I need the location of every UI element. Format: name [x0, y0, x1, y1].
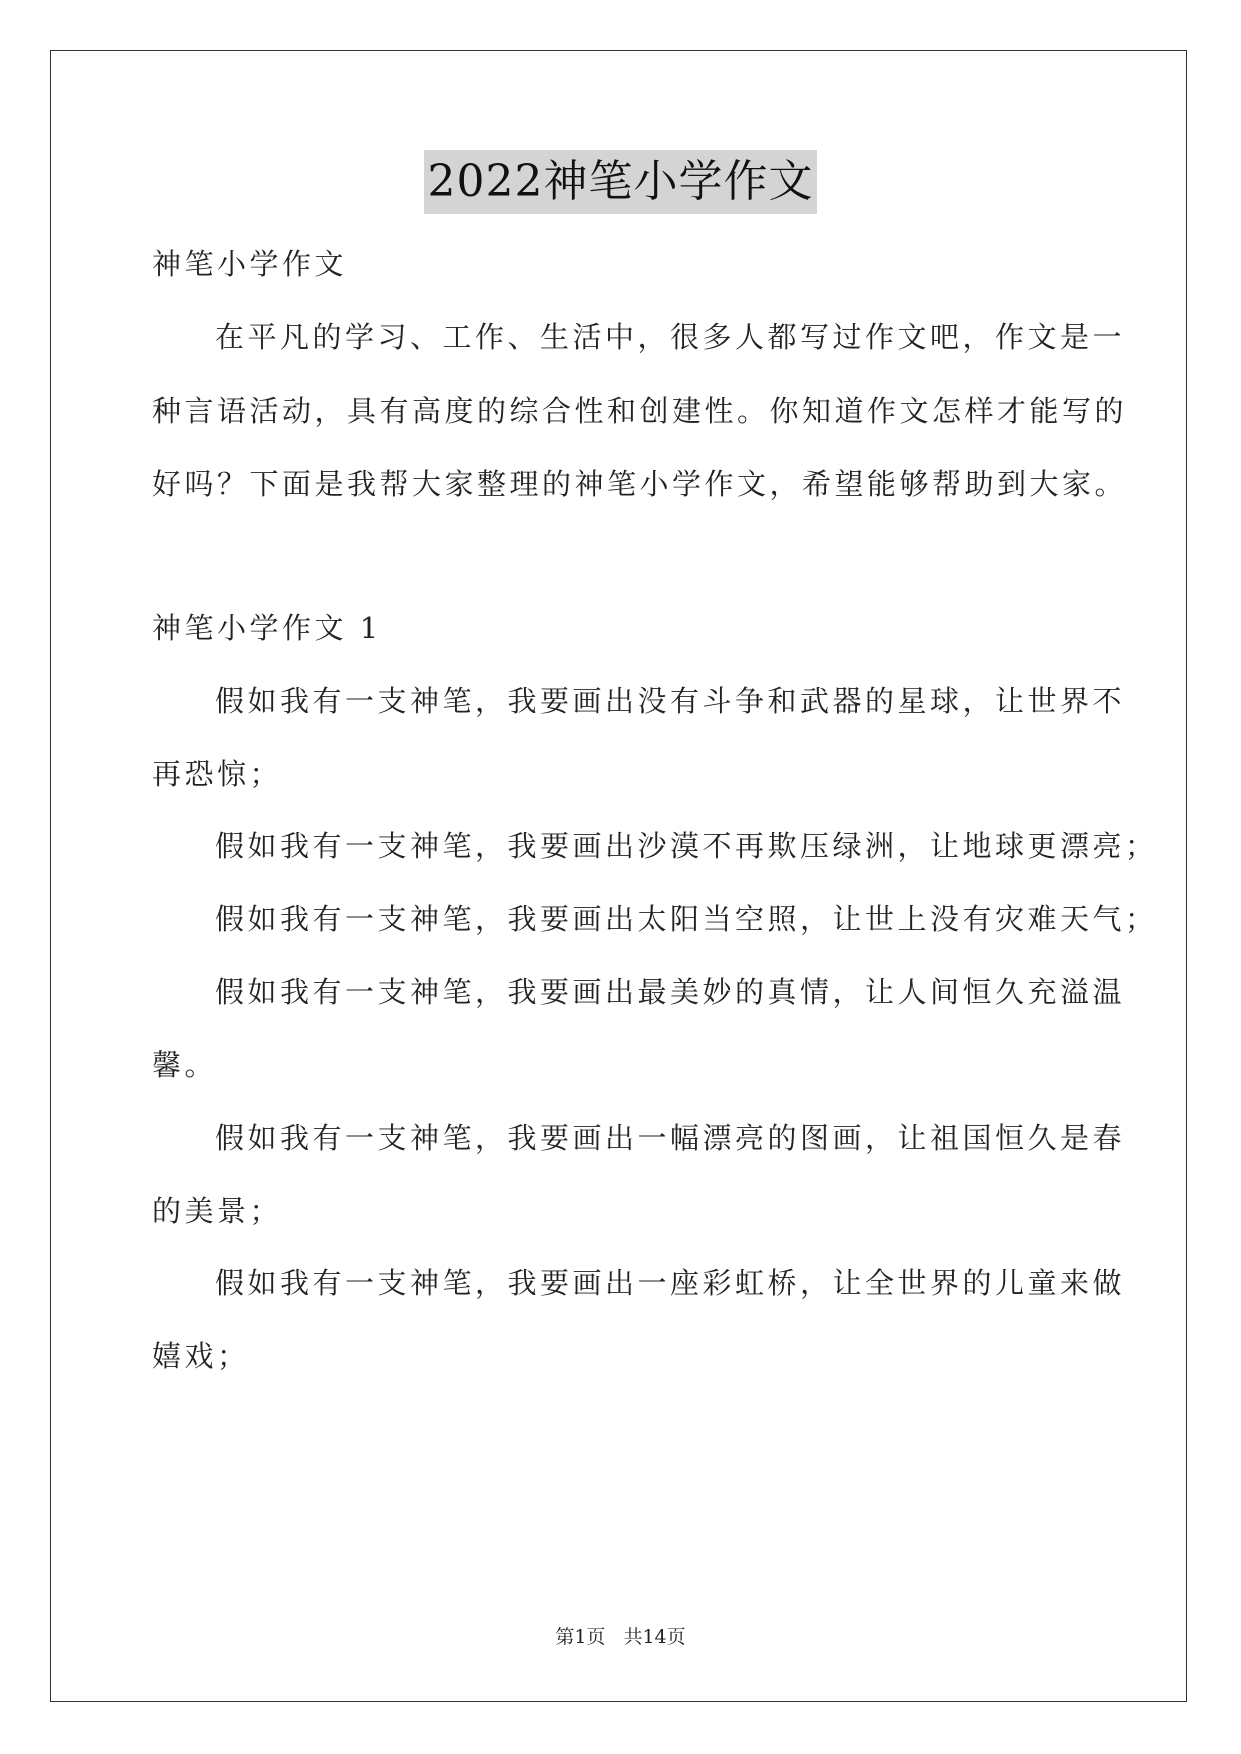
page-footer — [0, 1622, 1241, 1649]
section1-line-1: 假如我有一支神笔，我要画出没有斗争和武器的星球，让世界不 — [215, 684, 1126, 718]
page-total: 共14页 — [623, 1626, 686, 1648]
section1-line-4: 假如我有一支神笔，我要画出太阳当空照，让世上没有灾难天气； — [215, 902, 1158, 936]
section1-line-3: 假如我有一支神笔，我要画出沙漠不再欺压绿洲，让地球更漂亮； — [215, 829, 1158, 863]
page-border — [50, 50, 1187, 1702]
title-container — [0, 150, 1241, 214]
section1-heading: 神笔小学作文 1 — [152, 611, 382, 645]
section1-line-7: 假如我有一支神笔，我要画出一幅漂亮的图画，让祖国恒久是春 — [215, 1121, 1126, 1155]
page-number: 第1页 — [555, 1626, 606, 1648]
section1-line-6: 馨。 — [152, 1048, 218, 1082]
section1-line-9: 假如我有一支神笔，我要画出一座彩虹桥，让全世界的儿童来做 — [215, 1266, 1126, 1300]
intro-line-1: 在平凡的学习、工作、生活中，很多人都写过作文吧，作文是一 — [215, 320, 1126, 354]
intro-line-2: 种言语活动，具有高度的综合性和创建性。你知道作文怎样才能写的 — [152, 394, 1128, 428]
section1-line-5: 假如我有一支神笔，我要画出最美妙的真情，让人间恒久充溢温 — [215, 975, 1126, 1009]
intro-heading: 神笔小学作文 — [152, 247, 348, 281]
intro-line-3: 好吗？下面是我帮大家整理的神笔小学作文，希望能够帮助到大家。 — [152, 467, 1128, 501]
section1-line-2: 再恐惊； — [152, 757, 283, 791]
document-title: 2022神笔小学作文 — [424, 150, 818, 214]
section1-line-10: 嬉戏； — [152, 1339, 250, 1373]
section1-line-8: 的美景； — [152, 1194, 283, 1228]
